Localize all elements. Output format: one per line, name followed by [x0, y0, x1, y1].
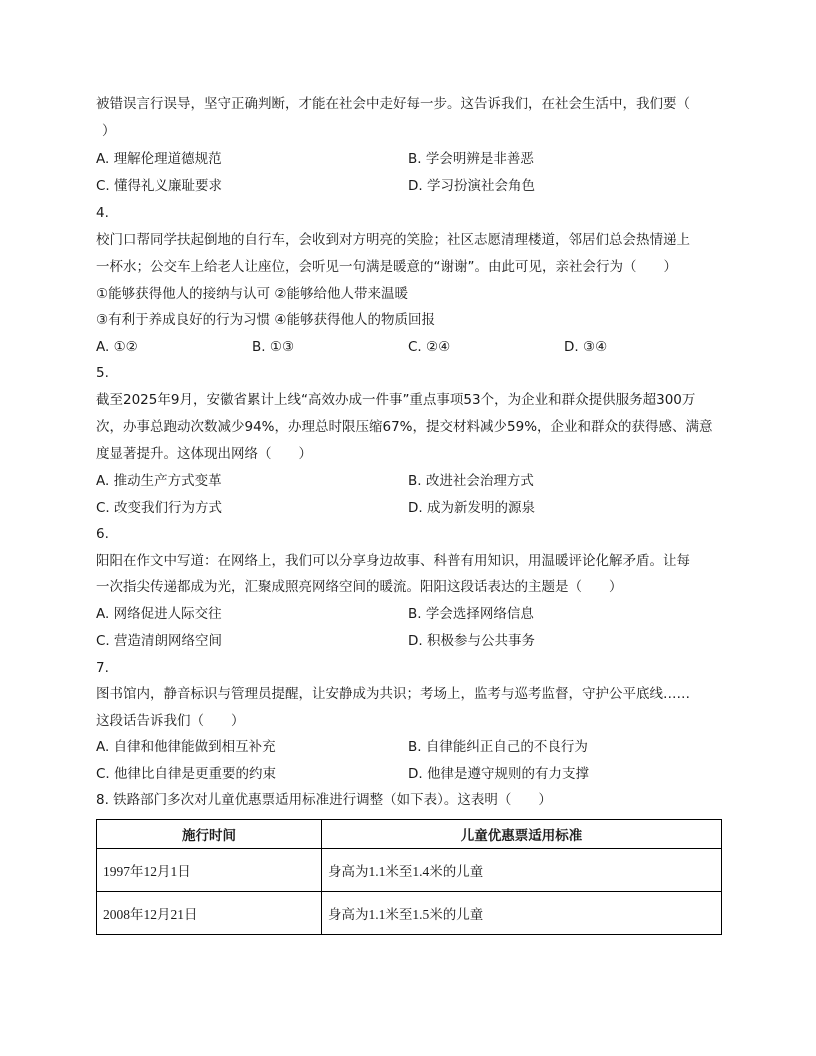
- q8-stem: 8. 铁路部门多次对儿童优惠票适用标准进行调整（如下表）。这表明（ ）: [96, 792, 552, 808]
- q3-stem-line-2: ）: [102, 123, 116, 139]
- q7-stem-line-1: 图书馆内，静音标识与管理员提醒，让安静成为共识；考场上，监考与巡考监督，守护公平底线……: [96, 686, 690, 702]
- table-header-row: [97, 820, 722, 849]
- table-header-date: 施行时间: [97, 820, 322, 849]
- q4-option-a[interactable]: A. ①②: [96, 339, 138, 355]
- q5-stem-line-3: 度显著提升。这体现出网络（ ）: [96, 446, 312, 462]
- ticket-standard-table: [96, 819, 722, 935]
- q7-number: 7.: [96, 660, 109, 676]
- q6-option-a[interactable]: A. 网络促进人际交往: [96, 606, 222, 622]
- q7-stem-line-2: 这段话告诉我们（ ）: [96, 713, 245, 729]
- table-cell-standard: 身高为1.1米至1.4米的儿童: [322, 849, 722, 892]
- q7-option-b[interactable]: B. 自律能纠正自己的不良行为: [408, 739, 588, 755]
- table-cell-date: 1997年12月1日: [97, 849, 322, 892]
- q4-stem-line-1: 校门口帮同学扶起倒地的自行车，会收到对方明亮的笑脸；社区志愿清理楼道，邻居们总会热情递上: [96, 232, 690, 248]
- q5-option-b[interactable]: B. 改进社会治理方式: [408, 473, 534, 489]
- q6-option-b[interactable]: B. 学会选择网络信息: [408, 606, 534, 622]
- table-header-standard: 儿童优惠票适用标准: [322, 820, 722, 849]
- q6-option-c[interactable]: C. 营造清朗网络空间: [96, 633, 223, 649]
- q4-statement-line-2: ③有利于养成良好的行为习惯 ④能够获得他人的物质回报: [96, 312, 435, 328]
- q5-stem-line-2: 次，办事总跑动次数减少94%，办理总时限压缩67%，提交材料减少59%，企业和群众的获得感、满意: [96, 419, 713, 435]
- q7-option-c[interactable]: C. 他律比自律是更重要的约束: [96, 766, 277, 782]
- q4-number: 4.: [96, 205, 109, 221]
- q6-option-d[interactable]: D. 积极参与公共事务: [408, 633, 535, 649]
- q3-option-d[interactable]: D. 学习扮演社会角色: [408, 178, 535, 194]
- q5-option-a[interactable]: A. 推动生产方式变革: [96, 473, 222, 489]
- q6-stem-line-2: 一次指尖传递都成为光，汇聚成照亮网络空间的暖流。阳阳这段话表达的主题是（ ）: [96, 579, 623, 595]
- q4-option-d[interactable]: D. ③④: [564, 339, 608, 355]
- q3-option-a[interactable]: A. 理解伦理道德规范: [96, 151, 222, 167]
- q5-stem-line-1: 截至2025年9月，安徽省累计上线“高效办成一件事”重点事项53个，为企业和群众提供服务超300万: [96, 392, 696, 408]
- q5-option-d[interactable]: D. 成为新发明的源泉: [408, 500, 535, 516]
- table-cell-date: 2008年12月21日: [97, 892, 322, 935]
- table-cell-standard: 身高为1.1米至1.5米的儿童: [322, 892, 722, 935]
- q4-statement-line-1: ①能够获得他人的接纳与认可 ②能够给他人带来温暖: [96, 286, 408, 302]
- q3-stem-line-1: 被错误言行误导，坚守正确判断，才能在社会中走好每一步。这告诉我们，在社会生活中，我们要（: [96, 96, 690, 112]
- q4-stem-line-2: 一杯水；公交车上给老人让座位，会听见一句满是暖意的“谢谢”。由此可见，亲社会行为（ ）: [96, 259, 677, 275]
- q7-option-a[interactable]: A. 自律和他律能做到相互补充: [96, 739, 276, 755]
- q5-option-c[interactable]: C. 改变我们行为方式: [96, 500, 223, 516]
- q6-stem-line-1: 阳阳在作文中写道：在网络上，我们可以分享身边故事、科普有用知识，用温暖评论化解矛盾。让每: [96, 553, 690, 569]
- table-row: [97, 892, 722, 935]
- q5-number: 5.: [96, 365, 109, 381]
- table-row: [97, 849, 722, 892]
- q4-option-b[interactable]: B. ①③: [252, 339, 295, 355]
- q3-option-c[interactable]: C. 懂得礼义廉耻要求: [96, 178, 223, 194]
- q7-option-d[interactable]: D. 他律是遵守规则的有力支撑: [408, 766, 589, 782]
- q3-option-b[interactable]: B. 学会明辨是非善恶: [408, 151, 534, 167]
- q4-option-c[interactable]: C. ②④: [408, 339, 451, 355]
- q6-number: 6.: [96, 526, 109, 542]
